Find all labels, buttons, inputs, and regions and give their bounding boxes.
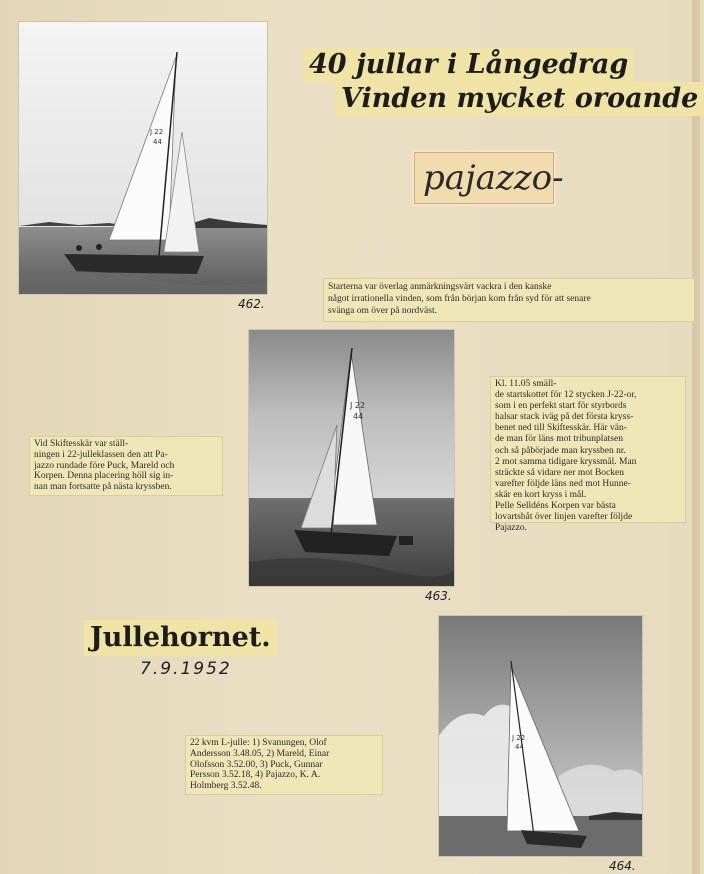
race-date: 7.9.1952 bbox=[140, 659, 232, 679]
results-clipping: 22 kvm L-julle: 1) Svanungen, Olof Andersson 3.48.05, 2) Mareld, Einar Olofsson 3.52.00, 3) Puck, Gunnar Persson 3.52.18, 4) Pajazzo, K. A. Holmberg 3.52.48. bbox=[186, 736, 382, 794]
photo-sailboat-462 bbox=[19, 22, 267, 294]
svg-text:44: 44 bbox=[353, 412, 364, 421]
svg-text:44: 44 bbox=[515, 743, 524, 751]
race-clipping: Kl. 11.05 smäll- de startskottet för 12 stycken J-22-or, som i en perfekt start för styrbords halsar stack iväg på det första kryss- benet ned till Skiftesskär. Här vän- de man för läns mot tribunplatsen och så påbörjade man kryssben nr. 2 mot samma tidigare kryssmål. Man sträckte så vidare ner mot Bocken varefter följde läns ned mot Hunne- skär en kort kryss i mål. Pelle Selldéns Korpen var bästa lovartsbåt över linjen varefter följde Pajazzo. bbox=[491, 377, 685, 522]
boat-name-label: pajazzo- bbox=[414, 152, 554, 204]
sailboat-image bbox=[19, 22, 267, 294]
photo-sailboat-463 bbox=[249, 330, 454, 586]
sailboat-image bbox=[249, 330, 454, 586]
photo-number: 462. bbox=[238, 297, 265, 311]
photo-number: 464. bbox=[609, 859, 636, 873]
headline-line2: Vinden mycket oroande bbox=[335, 82, 704, 116]
headline-line1: 40 jullar i Långedrag bbox=[303, 48, 634, 82]
start-clipping: Starterna var överlag anmärkningsvärt vackra i den kanske något irrationella vinden, som från början kom från syd för att senare svänga om över på nordväst. bbox=[324, 279, 694, 321]
skiftesskar-clipping: Vid Skiftesskär var ställ- ningen i 22-julleklassen den att Pa- jazzo rundade före Puck, Mareld och Korpen. Denna placering höll sig in- nan man fortsatte på nästa kryssben. bbox=[30, 437, 222, 495]
section-title: Jullehornet. bbox=[84, 620, 277, 656]
svg-text:J 22: J 22 bbox=[512, 734, 526, 742]
sailboat-image bbox=[439, 616, 642, 856]
svg-text:J 22: J 22 bbox=[150, 128, 164, 136]
photo-sailboat-464 bbox=[439, 616, 642, 856]
page-edge bbox=[692, 0, 700, 874]
svg-text:44: 44 bbox=[153, 138, 162, 146]
photo-number: 463. bbox=[425, 589, 452, 603]
svg-text:J 22: J 22 bbox=[350, 401, 366, 410]
